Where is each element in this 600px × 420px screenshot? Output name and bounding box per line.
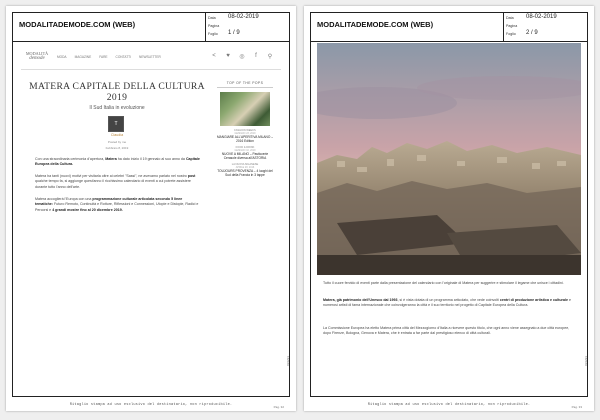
source-name: MODALITADEMODE.COM (WEB) [317,20,434,29]
nav-item-fare[interactable]: FARE [99,55,108,59]
author-name[interactable]: Claudia [110,133,124,137]
paragraph-3: Matera accoglierà l'Europa con una programmazione culturale articolata secondo 5 linee tematiche: Futuro Remoto, Continuità e Rotture, Riflessioni e Connessioni, Utopie e Distopie, Radici e Percorsi e 4 grandi mostre fino al 20 dicembre 2019. [35,197,199,212]
meta-box [205,13,289,41]
paragraph-1: Tutto il cuore fervido di eventi parte dalla presentazione del calendario con l'originale di Matera per suggerire e stimolare il legame che unisce i cittadini. [323,281,564,285]
sheet-label: Foglio [208,32,218,36]
date-label: Data [506,16,514,20]
sheet-label: Foglio [506,32,516,36]
search-icon[interactable]: ⚲ [267,54,273,60]
sidebar-item-date: APRILE 28, 2016 [235,166,255,169]
sidebar-item-category: LA NUOVA MILANESE [231,163,259,166]
source-name: MODALITADEMODE.COM (WEB) [19,20,136,29]
nav-item-contatti[interactable]: CONTATTI [115,55,132,59]
article-subtitle: Il Sud Italia in evoluzione [89,105,145,111]
nav-item-moda[interactable]: MODA [57,55,67,59]
sidebar-item-date: GENNAIO 10, 2019 [234,149,256,152]
logo-top: MODALITÀ [25,51,49,56]
sidebar-title: TOP OF THE POPS [217,81,273,88]
author-avatar: T [108,116,124,132]
page-number: Pag. 33 [571,405,582,409]
sidebar-item-headline[interactable]: MANGIARE ALL'APERITIVA MILANO – 2016 Edition [217,135,273,143]
site-logo[interactable] [25,51,49,65]
page-label: Pagina [506,24,518,28]
side-code: 039293 [286,355,290,366]
clipping-footer: Ritaglio stampa ad uso esclusivo del destinatario, non riproducibile. [69,403,233,407]
clipping-header [13,13,289,42]
logo-bottom: demode [29,56,45,61]
clipping-page-1 [6,6,296,411]
side-code: 039293 [584,355,588,366]
paragraph-2: Matera ha tanti (nuovi) motivi per visitarla oltre ai celebri "Sassi", ne avevamo parlato nel nostro post qualche tempo fa, si aggiunge quest'anno il ricchissimo calendario di eventi a cui potrete assistere durante tutto l'anno dell'arte. [35,174,196,189]
page-label: Pagina [208,24,220,28]
instagram-icon[interactable]: ◎ [239,54,245,60]
social-icons [211,53,273,60]
paragraph-3: La Commissione Europea ha eletto Matera prima città del Mezzogiorno d'Italia a ricevere questo titolo, che ogni anno viene assegnato a due città europee, dopo Firenze, Bologna, Genova e Matera, che è entrata a far parte dal prestigioso elenco di città culturali. [323,326,570,336]
article-date: Febbraio 8, 2019 [105,146,129,150]
heart-icon[interactable]: ♥ [226,53,230,59]
clipping-footer: Ritaglio stampa ad uso esclusivo del destinatario, non riproducibile. [367,403,531,407]
matera-photo [317,43,581,275]
paragraph-1: Con una straordinaria cerimonia d'apertura, Matera ha dato inizio il 19 gennaio al suo anno da Capitale Europea della Cultura. [35,157,200,167]
date-value: 08-02-2019 [228,14,259,20]
nav-divider [21,69,281,70]
sidebar-image[interactable] [220,92,270,126]
clipping-page-2 [304,6,594,411]
site-nav [57,55,161,59]
meta-box [503,13,587,41]
sheet-value: 1 / 9 [228,30,240,36]
clipping-header [311,13,587,42]
sidebar-top-of-the-pops [217,81,273,179]
sidebar-item-date: GENNAIO 23, 2019 [234,132,256,135]
paragraph-2: Matera, già patrimonio dell'Unesco dal 1993, si è vista dotata di un programma articolato, che vede coinvolti centri di produzione artistica e culturale e numerosi artisti di fama internazionale che coinvolgeranno la città e il suo territorio nel progetto di Capitale Europea della Cultura. [323,298,571,308]
date-label: Data [208,16,216,20]
posted-by: Posted by me [107,140,127,144]
page-number: Pag. 32 [273,405,284,409]
sidebar-item-category: FASHION WEEKS [234,129,256,132]
nav-item-newsletter[interactable]: NEWSLETTER [139,55,161,59]
date-value: 08-02-2019 [526,14,557,20]
sidebar-item-headline[interactable]: NUOVE A MILANO – Pasticcerie Cerasole diversa all'ASTORIA [221,152,269,160]
sidebar-item-headline[interactable]: TOUJOURS PROVENZA – 4 luoghi del Sud della Francia in 3 tappe [217,169,273,177]
facebook-icon[interactable]: f [255,53,257,59]
sidebar-item-category: FOOD & DRINK [235,146,255,149]
nav-item-magazine[interactable]: MAGAZINE [74,55,92,59]
share-icon[interactable]: < [212,53,216,59]
web-screenshot [21,45,281,388]
article-title: MATERA CAPITALE DELLA CULTURA 2019 [29,81,205,103]
sheet-value: 2 / 9 [526,30,538,36]
